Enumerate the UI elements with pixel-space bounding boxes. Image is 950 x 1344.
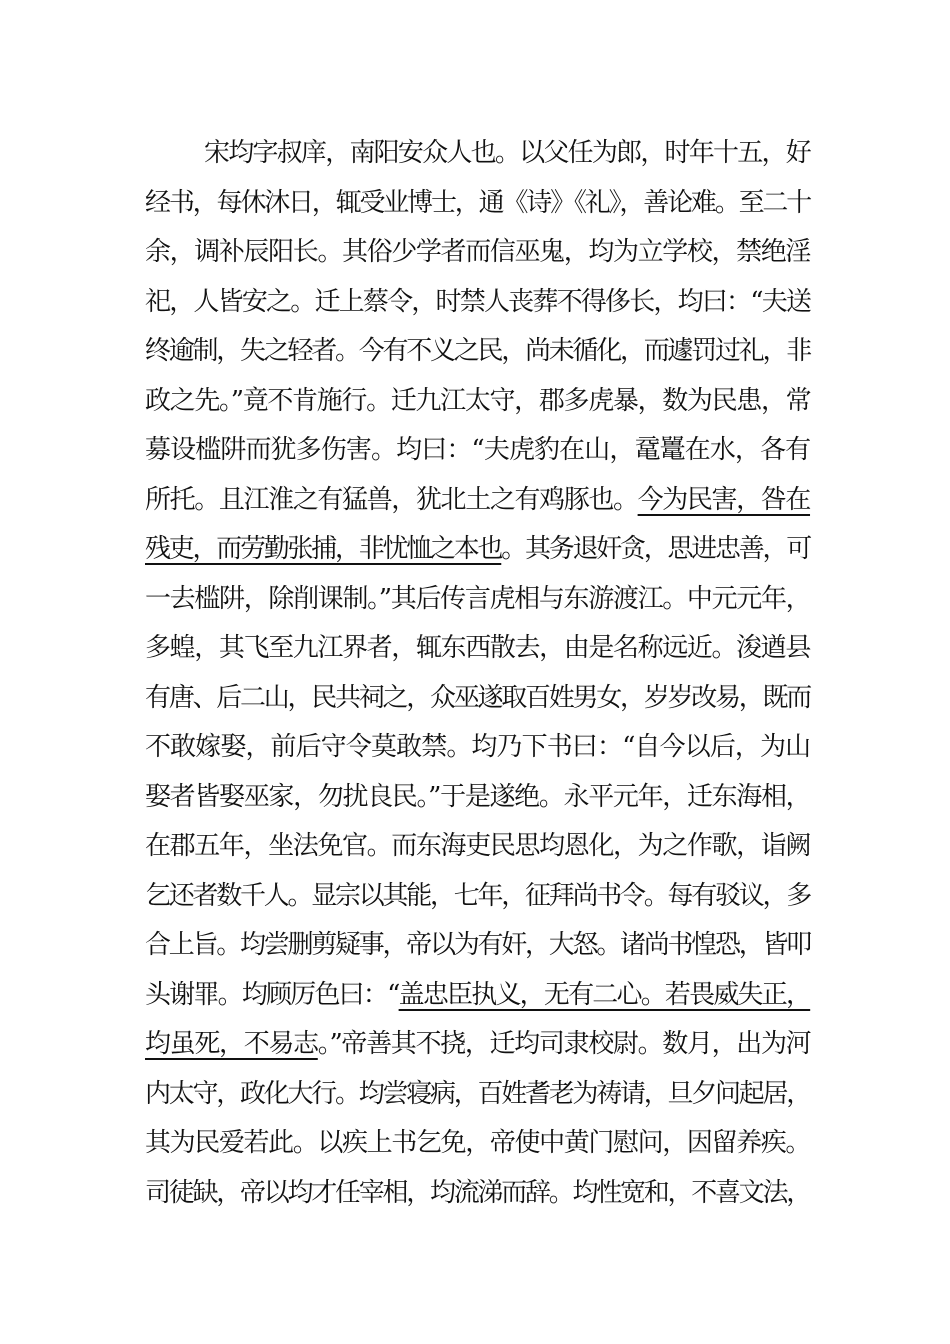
text-line xyxy=(145,872,810,922)
text-line xyxy=(145,674,810,724)
underlined-sentence: 均虽死，不易志 xyxy=(145,1029,318,1059)
text-segment: 不敢嫁娶，前后守令莫敢禁。均乃下书曰：“自今以后，为山 xyxy=(145,732,811,762)
text-line xyxy=(145,773,810,823)
body-text xyxy=(145,129,810,1218)
underlined-sentence: 盖忠臣执义，无有二心。若畏威失正， xyxy=(398,979,811,1010)
text-segment: 多蝗，其飞至九江界者，辄东西散去，由是名称远近。浚遒县 xyxy=(145,633,811,663)
text-line xyxy=(145,179,810,229)
text-line xyxy=(145,921,810,971)
text-segment: 娶者皆娶巫家，勿扰良民。”于是遂绝。永平元年，迁东海相， xyxy=(145,781,811,812)
text-segment: 经书，每休沐日，辄受业博士，通《诗》《礼》，善论难。至二十 xyxy=(145,187,811,218)
text-line xyxy=(145,822,810,872)
text-line xyxy=(145,129,810,179)
text-line xyxy=(145,426,810,476)
text-line xyxy=(145,971,810,1021)
text-line xyxy=(145,1020,810,1070)
text-segment: 终逾制，失之轻者。今有不义之民，尚未循化，而遽罚过礼，非 xyxy=(145,336,811,366)
text-line xyxy=(145,1169,810,1219)
text-segment: 乞还者数千人。显宗以其能，七年，征拜尚书令。每有驳议，多 xyxy=(145,880,811,911)
text-segment: 一去槛阱，除削课制。”其后传言虎相与东游渡江。中元元年， xyxy=(145,583,811,614)
text-line xyxy=(145,228,810,278)
text-segment: 合上旨。均尝删剪疑事，帝以为有奸，大怒。诸尚书惶恐，皆叩 xyxy=(145,930,811,960)
text-line xyxy=(145,525,810,575)
underlined-sentence: 残吏，而劳勤张捕，非忧恤之本也 xyxy=(145,534,502,564)
text-line xyxy=(145,624,810,674)
text-line xyxy=(145,1119,810,1169)
text-segment: 内太守，政化大行。均尝寝病，百姓耆老为祷请，旦夕问起居， xyxy=(145,1078,811,1109)
text-segment: 募设槛阱而犹多伤害。均曰：“夫虎豹在山，鼋鼍在水，各有 xyxy=(145,435,811,465)
text-line xyxy=(145,327,810,377)
text-segment: 司徒缺，帝以均才任宰相，均流涕而辞。均性宽和，不喜文法， xyxy=(145,1177,811,1208)
text-line xyxy=(145,1070,810,1120)
text-segment: 。”帝善其不挠，迁均司隶校尉。数月，出为河 xyxy=(317,1029,811,1059)
text-line xyxy=(145,278,810,328)
text-segment: 。其务退奸贪，思进忠善，可 xyxy=(501,534,811,564)
underlined-sentence: 今为民害，咎在 xyxy=(637,484,811,515)
text-line xyxy=(145,723,810,773)
text-segment: 宋均字叔庠，南阳安众人也。以父任为郎，时年十五，好 xyxy=(204,138,811,168)
text-segment: 其为民爱若此。以疾上书乞免，帝使中黄门慰问，因留养疾。 xyxy=(145,1128,811,1158)
text-line xyxy=(145,377,810,427)
text-line xyxy=(145,575,810,625)
text-segment: 政之先。”竟不肯施行。迁九江太守，郡多虎暴，数为民患，常 xyxy=(145,385,811,416)
text-segment: 余，调补辰阳长。其俗少学者而信巫鬼，均为立学校，禁绝淫 xyxy=(145,237,811,267)
text-segment: 头谢罪。均顾厉色曰：“ xyxy=(145,979,399,1010)
text-segment: 在郡五年，坐法免官。而东海吏民思均恩化，为之作歌，诣阙 xyxy=(145,831,811,861)
text-segment: 所托。且江淮之有猛兽，犹北土之有鸡豚也。 xyxy=(145,484,638,515)
text-segment: 有唐、后二山，民共祠之，众巫遂取百姓男女，岁岁改易，既而 xyxy=(145,682,811,713)
text-segment: 祀，人皆安之。迁上蔡令，时禁人丧葬不得侈长，均曰：“夫送 xyxy=(145,286,811,317)
text-line xyxy=(145,476,810,526)
